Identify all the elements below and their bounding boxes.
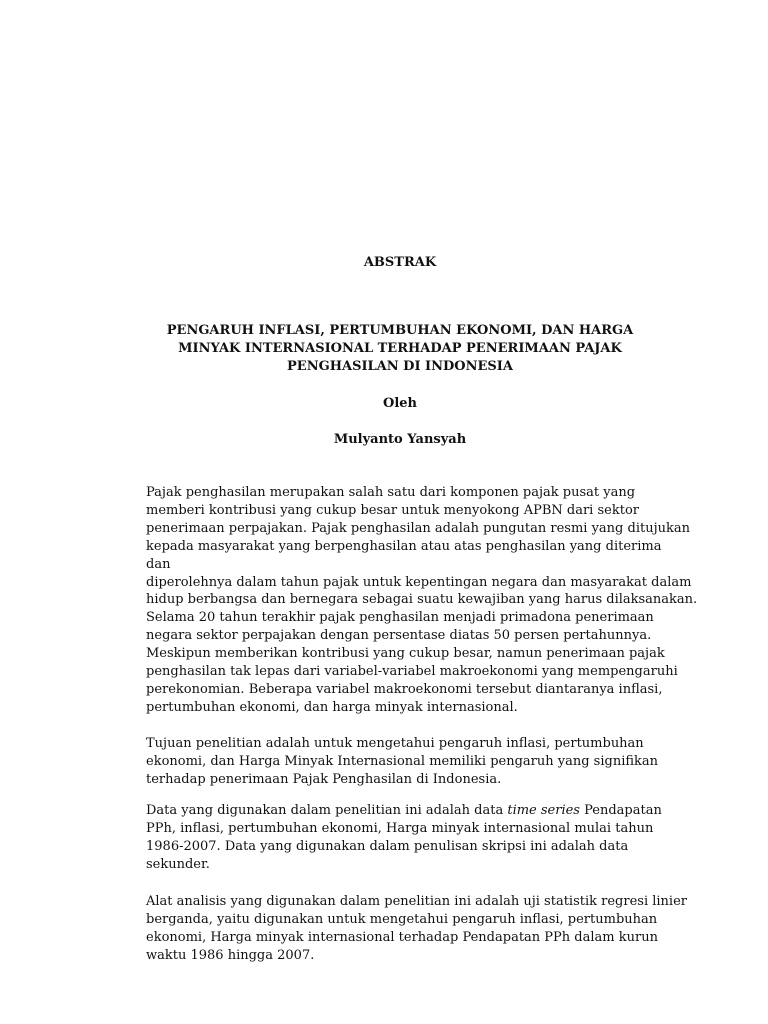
text-line: ekonomi, dan Harga Minyak Internasional memiliki pengaruh yang signifikan — [146, 753, 659, 769]
text-line: dan — [146, 556, 171, 572]
title-line: MINYAK INTERNASIONAL TERHADAP PENERIMAAN PAJAK — [178, 341, 622, 356]
text-line: Meskipun memberikan kontribusi yang cukup besar, namun penerimaan pajak — [146, 646, 665, 662]
text-line: perekonomian. Beberapa variabel makroekonomi tersebut diantaranya inflasi, — [146, 681, 663, 697]
text-run: Pendapatan — [579, 803, 662, 818]
text-line: terhadap penerimaan Pajak Penghasilan di Indonesia. — [146, 771, 502, 787]
text-line: penerimaan perpajakan. Pajak penghasilan adalah pungutan resmi yang ditujukan — [146, 520, 690, 536]
text-line: Pajak penghasilan merupakan salah satu dari komponen pajak pusat yang — [146, 485, 636, 500]
text-line: memberi kontribusi yang cukup besar untuk menyokong APBN dari sektor — [146, 502, 639, 518]
text-line: penghasilan tak lepas dari variabel-variabel makroekonomi yang mempengaruhi — [146, 664, 678, 680]
text-line: sekunder. — [146, 856, 210, 872]
italic-term: time series — [507, 803, 580, 818]
text-line: hidup berbangsa dan bernegara sebagai suatu kewajiban yang harus dilaksanakan. — [146, 592, 698, 608]
text-line: diperolehnya dalam tahun pajak untuk kepentingan negara dan masyarakat dalam — [146, 574, 692, 590]
text-line: kepada masyarakat yang berpenghasilan atau atas penghasilan yang diterima — [146, 538, 662, 554]
text-line: Tujuan penelitian adalah untuk mengetahui pengaruh inflasi, pertumbuhan — [146, 736, 644, 751]
text-line: pertumbuhan ekonomi, dan harga minyak internasional. — [146, 699, 518, 715]
paper-title — [0, 322, 768, 376]
title-line: PENGHASILAN DI INDONESIA — [287, 359, 513, 374]
abstract-heading: ABSTRAK — [363, 255, 437, 270]
text-line: negara sektor perpajakan dengan persentase diatas 50 persen pertahunnya. — [146, 628, 652, 644]
text-line: PPh, inflasi, pertumbuhan ekonomi, Harga minyak internasional mulai tahun — [146, 820, 654, 836]
text-line: waktu 1986 hingga 2007. — [146, 947, 315, 963]
text-line: berganda, yaitu digunakan untuk mengetahui pengaruh inflasi, pertumbuhan — [146, 911, 658, 927]
text-line: ekonomi, Harga minyak internasional terhadap Pendapatan PPh dalam kurun — [146, 929, 658, 945]
text-line: 1986-2007. Data yang digunakan dalam penulisan skripsi ini adalah data — [146, 838, 629, 854]
abstract-paragraph-4 — [146, 893, 687, 965]
text-run: Data yang digunakan dalam penelitian ini adalah data — [146, 803, 508, 818]
title-line: PENGARUH INFLASI, PERTUMBUHAN EKONOMI, DAN HARGA — [166, 323, 634, 338]
text-line: Selama 20 tahun terakhir pajak penghasilan menjadi primadona penerimaan — [146, 610, 654, 626]
abstract-paragraph-1 — [146, 484, 698, 717]
text-line: Alat analisis yang digunakan dalam penelitian ini adalah uji statistik regresi linier — [146, 894, 687, 909]
by-label: Oleh — [383, 396, 417, 411]
abstract-paragraph-3 — [146, 802, 660, 874]
text-line — [146, 802, 660, 820]
abstract-paragraph-2 — [146, 735, 660, 789]
author-name: Mulyanto Yansyah — [333, 432, 467, 447]
